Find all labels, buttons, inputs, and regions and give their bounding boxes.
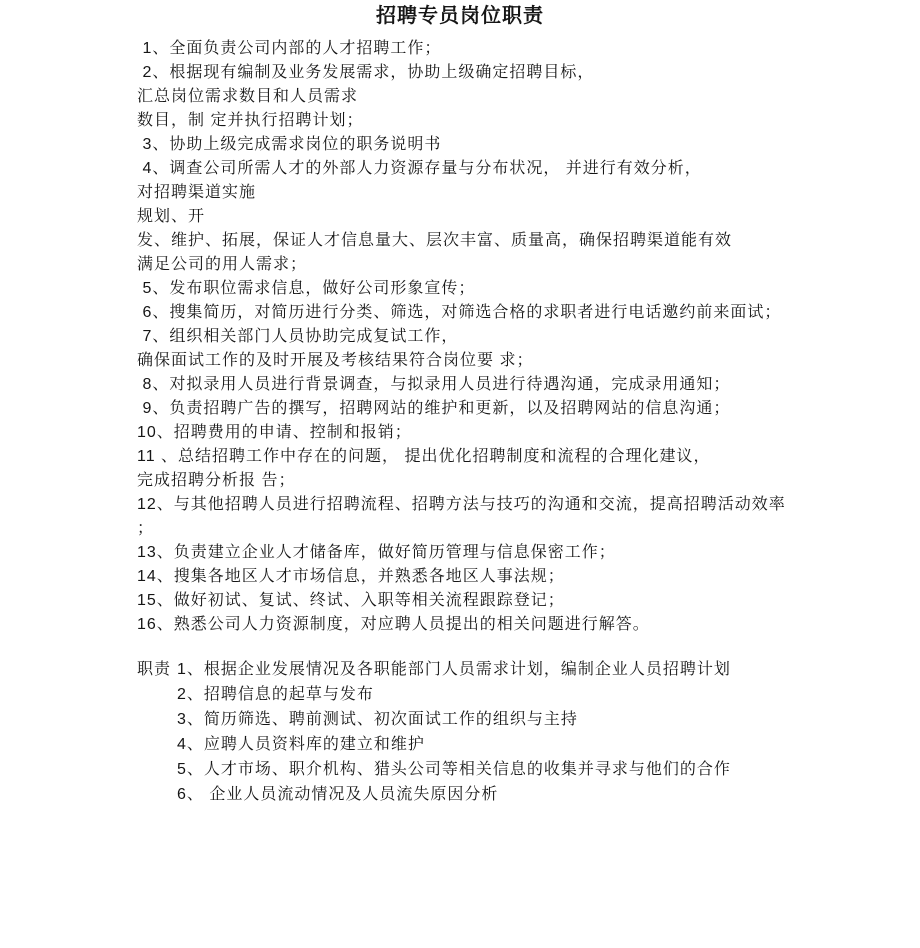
- duty-line-12: 6、搜集简历，对简历进行分类、筛选，对筛选合格的求职者进行电话邀约前来面试；: [137, 304, 782, 321]
- responsibility-item-4: 4、应聘人员资料库的建立和维护: [177, 736, 425, 753]
- responsibility-item-3: 3、简历筛选、聘前测试、初次面试工作的组织与主持: [177, 711, 578, 728]
- duty-line-8: 规划、开: [137, 208, 206, 225]
- duty-line-24: 15、做好初试、复试、终试、入职等相关流程跟踪登记；: [137, 592, 565, 609]
- responsibility-item-5: 5、人才市场、职介机构、猎头公司等相关信息的收集并寻求与他们的合作: [177, 761, 731, 778]
- duty-line-17: 10、招聘费用的申请、控制和报销；: [137, 424, 412, 441]
- duty-line-15: 8、对拟录用人员进行背景调查，与拟录用人员进行待遇沟通，完成录用通知；: [137, 376, 731, 393]
- duty-line-4: 数目，制 定并执行招聘计划；: [137, 112, 364, 129]
- duty-line-19: 完成招聘分析报 告；: [137, 472, 296, 489]
- duty-line-2: 2、根据现有编制及业务发展需求，协助上级确定招聘目标，: [137, 64, 595, 81]
- duty-line-6: 4、调查公司所需人才的外部人力资源存量与分布状况， 并进行有效分析，: [137, 160, 702, 177]
- responsibilities-list: [177, 657, 890, 807]
- duty-line-23: 14、搜集各地区人才市场信息，并熟悉各地区人事法规；: [137, 568, 565, 585]
- duty-line-10: 满足公司的用人需求；: [137, 256, 308, 273]
- duty-line-7: 对招聘渠道实施: [137, 184, 257, 201]
- responsibilities-label: 职责: [137, 661, 172, 678]
- duty-line-3: 汇总岗位需求数目和人员需求: [137, 88, 359, 105]
- duty-line-25: 16、熟悉公司人力资源制度，对应聘人员提出的相关问题进行解答。: [137, 616, 650, 633]
- duty-line-21: ；: [137, 520, 155, 537]
- responsibility-item-1: 1、根据企业发展情况及各职能部门人员需求计划，编制企业人员招聘计划: [177, 661, 731, 678]
- duty-line-22: 13、负责建立企业人才储备库，做好简历管理与信息保密工作；: [137, 544, 616, 561]
- responsibility-item-2: 2、招聘信息的起草与发布: [177, 686, 374, 703]
- duty-line-16: 9、负责招聘广告的撰写，招聘网站的维护和更新，以及招聘网站的信息沟通；: [137, 400, 731, 417]
- document-title: 招聘专员岗位职责: [376, 5, 544, 27]
- duty-line-13: 7、组织相关部门人员协助完成复试工作，: [137, 328, 459, 345]
- duty-line-14: 确保面试工作的及时开展及考核结果符合岗位要 求；: [137, 352, 534, 369]
- duty-line-1: 1、全面负责公司内部的人才招聘工作；: [137, 40, 442, 57]
- duty-line-18: 11 、总结招聘工作中存在的问题， 提出优化招聘制度和流程的合理化建议，: [137, 448, 711, 465]
- duty-line-9: 发、维护、拓展，保证人才信息量大、层次丰富、质量高，确保招聘渠道能有效: [137, 232, 733, 249]
- duty-line-5: 3、协助上级完成需求岗位的职务说明书: [137, 136, 442, 153]
- responsibilities-section: [137, 657, 890, 807]
- duties-list: [137, 37, 890, 637]
- duty-line-11: 5、发布职位需求信息，做好公司形象宣传；: [137, 280, 476, 297]
- responsibility-item-6: 6、 企业人员流动情况及人员流失原因分析: [177, 786, 499, 803]
- duty-line-20: 12、与其他招聘人员进行招聘流程、招聘方法与技巧的沟通和交流，提高招聘活动效率: [137, 496, 786, 513]
